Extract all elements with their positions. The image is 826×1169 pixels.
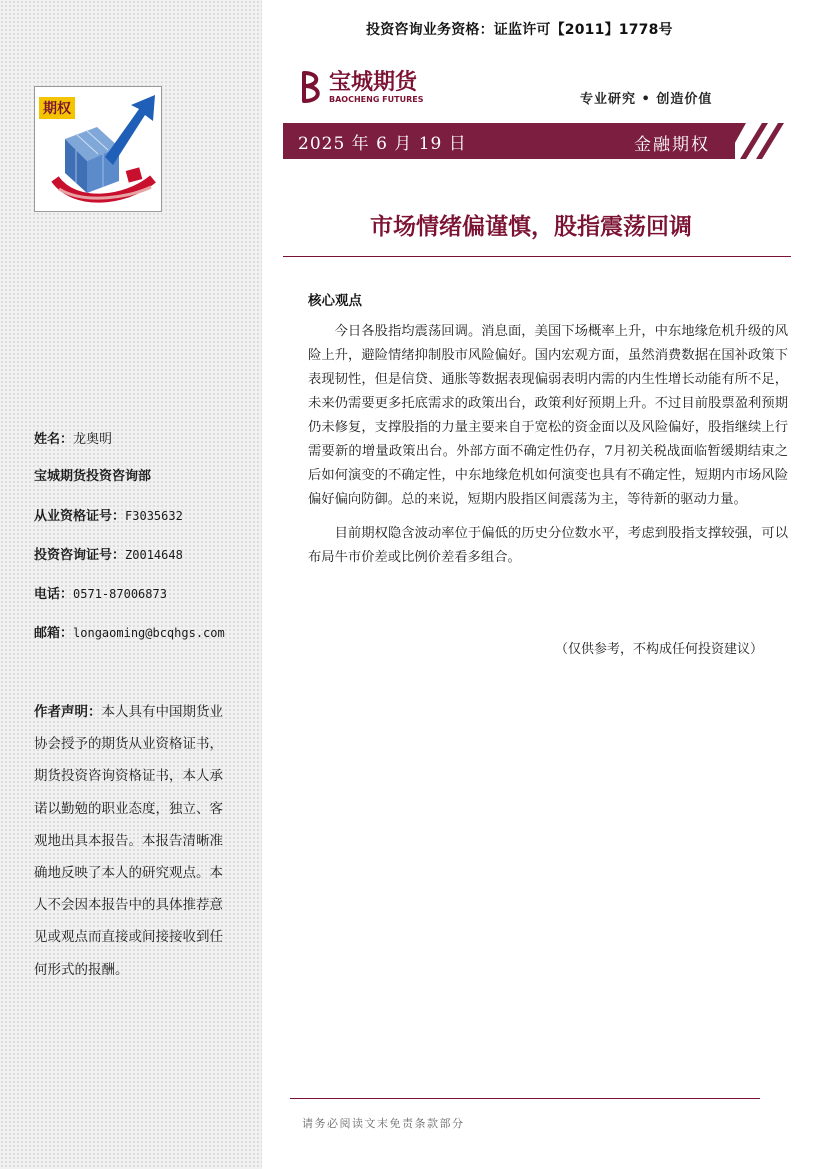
consult-label: 投资咨询证号：	[34, 548, 126, 563]
consult-number: Z0014648	[125, 548, 183, 562]
report-title: 市场情绪偏谨慎，股指震荡回调	[370, 214, 692, 240]
options-logo-image	[34, 86, 162, 212]
footer-disclaimer: 请务必阅读文末免责条款部分	[302, 1117, 465, 1130]
license-row	[34, 505, 183, 524]
brand-name-en: BAOCHENG FUTURES	[329, 94, 424, 104]
body-paragraph: 今日各股指均震荡回调。消息面，美国下场概率上升，中东地缘危机升级的风险上升，避险情绪抑制股市风险偏好。国内宏观方面，虽然消费数据在国补政策下表现韧性，但是信贷、通胀等数据表现偏弱表明内需的内生性增长动能有所不足，未来仍需要更多托底需求的政策出台，政策利好预期上升。不过目前股票盈利预期仍未修复，支撑股指的力量主要来自于宽松的资金面以及风险偏好，股指继续上行需要新的增量政策出台。外部方面不确定性仍存，7月初关税战面临暂缓期结束之后如何演变的不确定性，中东地缘危机如何演变也具有不确定性，短期内市场风险偏好偏向防御。总的来说，短期内股指区间震荡为主，等待新的驱动力量。	[308, 324, 788, 507]
slogan: 专业研究 • 创造价值	[580, 92, 713, 107]
department: 宝城期货投资咨询部	[34, 469, 152, 484]
email-address[interactable]: longaoming@bcqhgs.com	[73, 626, 225, 640]
phone-label: 电话：	[34, 587, 74, 602]
brand-logo	[298, 70, 423, 104]
statement-label: 作者声明：	[34, 704, 102, 720]
banner-stripes-icon	[726, 120, 786, 162]
options-tag: 期权	[39, 97, 75, 119]
email-label: 邮箱：	[34, 626, 74, 641]
footer-divider	[290, 1098, 760, 1099]
email-row	[34, 622, 225, 641]
license-label: 从业资格证号：	[34, 509, 126, 524]
report-date: 2025 年 6 月 19 日	[298, 134, 467, 154]
author-name-row	[34, 428, 112, 447]
report-category: 金融期权	[634, 135, 710, 155]
report-body	[308, 320, 788, 580]
department-row	[34, 465, 151, 484]
title-divider	[283, 256, 791, 257]
reference-note: （仅供参考，不构成任何投资建议）	[555, 642, 764, 657]
section-title: 核心观点	[308, 293, 362, 309]
consult-row	[34, 544, 183, 563]
author-statement	[34, 696, 234, 986]
brand-name-cn: 宝城期货	[329, 68, 418, 95]
qualification-line: 投资咨询业务资格：证监许可【2011】1778号	[366, 22, 673, 38]
baocheng-logo-icon	[298, 70, 326, 104]
author-name-label: 姓名：	[34, 432, 74, 447]
phone-row	[34, 583, 167, 602]
author-name: 龙奥明	[73, 432, 113, 447]
statement-text: 本人具有中国期货业协会授予的期货从业资格证书，期货投资咨询资格证书，本人承诺以勤勉的职业态度，独立、客观地出具本报告。本报告清晰准确地反映了本人的研究观点。本人不会因本报告中的具体推荐意见或观点而直接或间接接收到任何形式的报酬。	[34, 704, 223, 978]
body-paragraph: 目前期权隐含波动率位于偏低的历史分位数水平，考虑到股指支撑较强，可以布局牛市价差或比例价差看多组合。	[308, 526, 788, 565]
phone-number: 0571-87006873	[73, 587, 167, 601]
license-number: F3035632	[125, 509, 183, 523]
